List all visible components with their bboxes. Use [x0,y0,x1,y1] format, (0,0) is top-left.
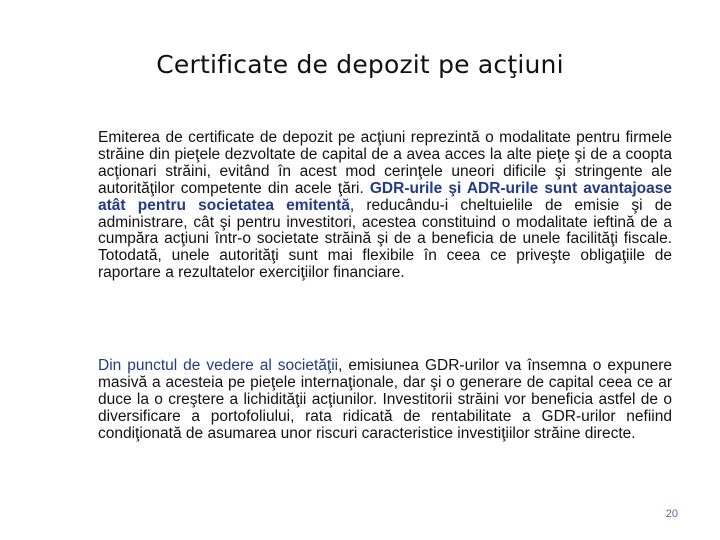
paragraph-company-perspective [98,358,672,443]
slide-title: Certificate de depozit pe acţiuni [156,50,564,79]
paragraph-emission [98,130,672,282]
paragraph-company-highlight: Din punctul de vedere al societăţii [98,357,339,374]
paragraph-emission-text-b: , reducându-i cheltuielile de emisie şi de administrare, cât şi pentru investitori, acestea constituind o modalitate ieftină de a cumpăra acţiuni într-o societate străină şi de a beneficia de unele facilităţi fiscale. Totodată, unele autorităţi sunt mai flexibile în ceea ce priveşte obligaţiile de raportare a rezultatelor exerciţiilor financiare. [98,196,672,282]
paragraph-emission-highlight: GDR-urile şi ADR-urile sunt avantajoase atât pentru societatea emitentă [98,179,673,214]
paragraph-company-text: , emisiunea GDR-urilor va însemna o expunere masivă a acesteia pe pieţele internaţionale, dar şi o generare de capital ceea ce ar duce la o creştere a lichidităţii acţiunilor. Investitorii străini vor beneficia astfel de o diversificare a portofoliului, rata ridicată de rentabilitate a GDR-urilor nefiind condiţionată de asumarea unor riscuri caracteristice investiţiilor străine directe. [98,357,672,442]
paragraph-emission-text-a: Emiterea de certificate de depozit pe acţiuni reprezintă o modalitate pentru firmele străine din pieţele dezvoltate de capital de a avea acces la alte pieţe şi de a coopta acţionari străini, evitând în acest mod cerinţele uneori dificile şi stringente ale autorităţilor competente din acele ţări. [98,129,672,197]
page-number: 20 [665,508,678,520]
